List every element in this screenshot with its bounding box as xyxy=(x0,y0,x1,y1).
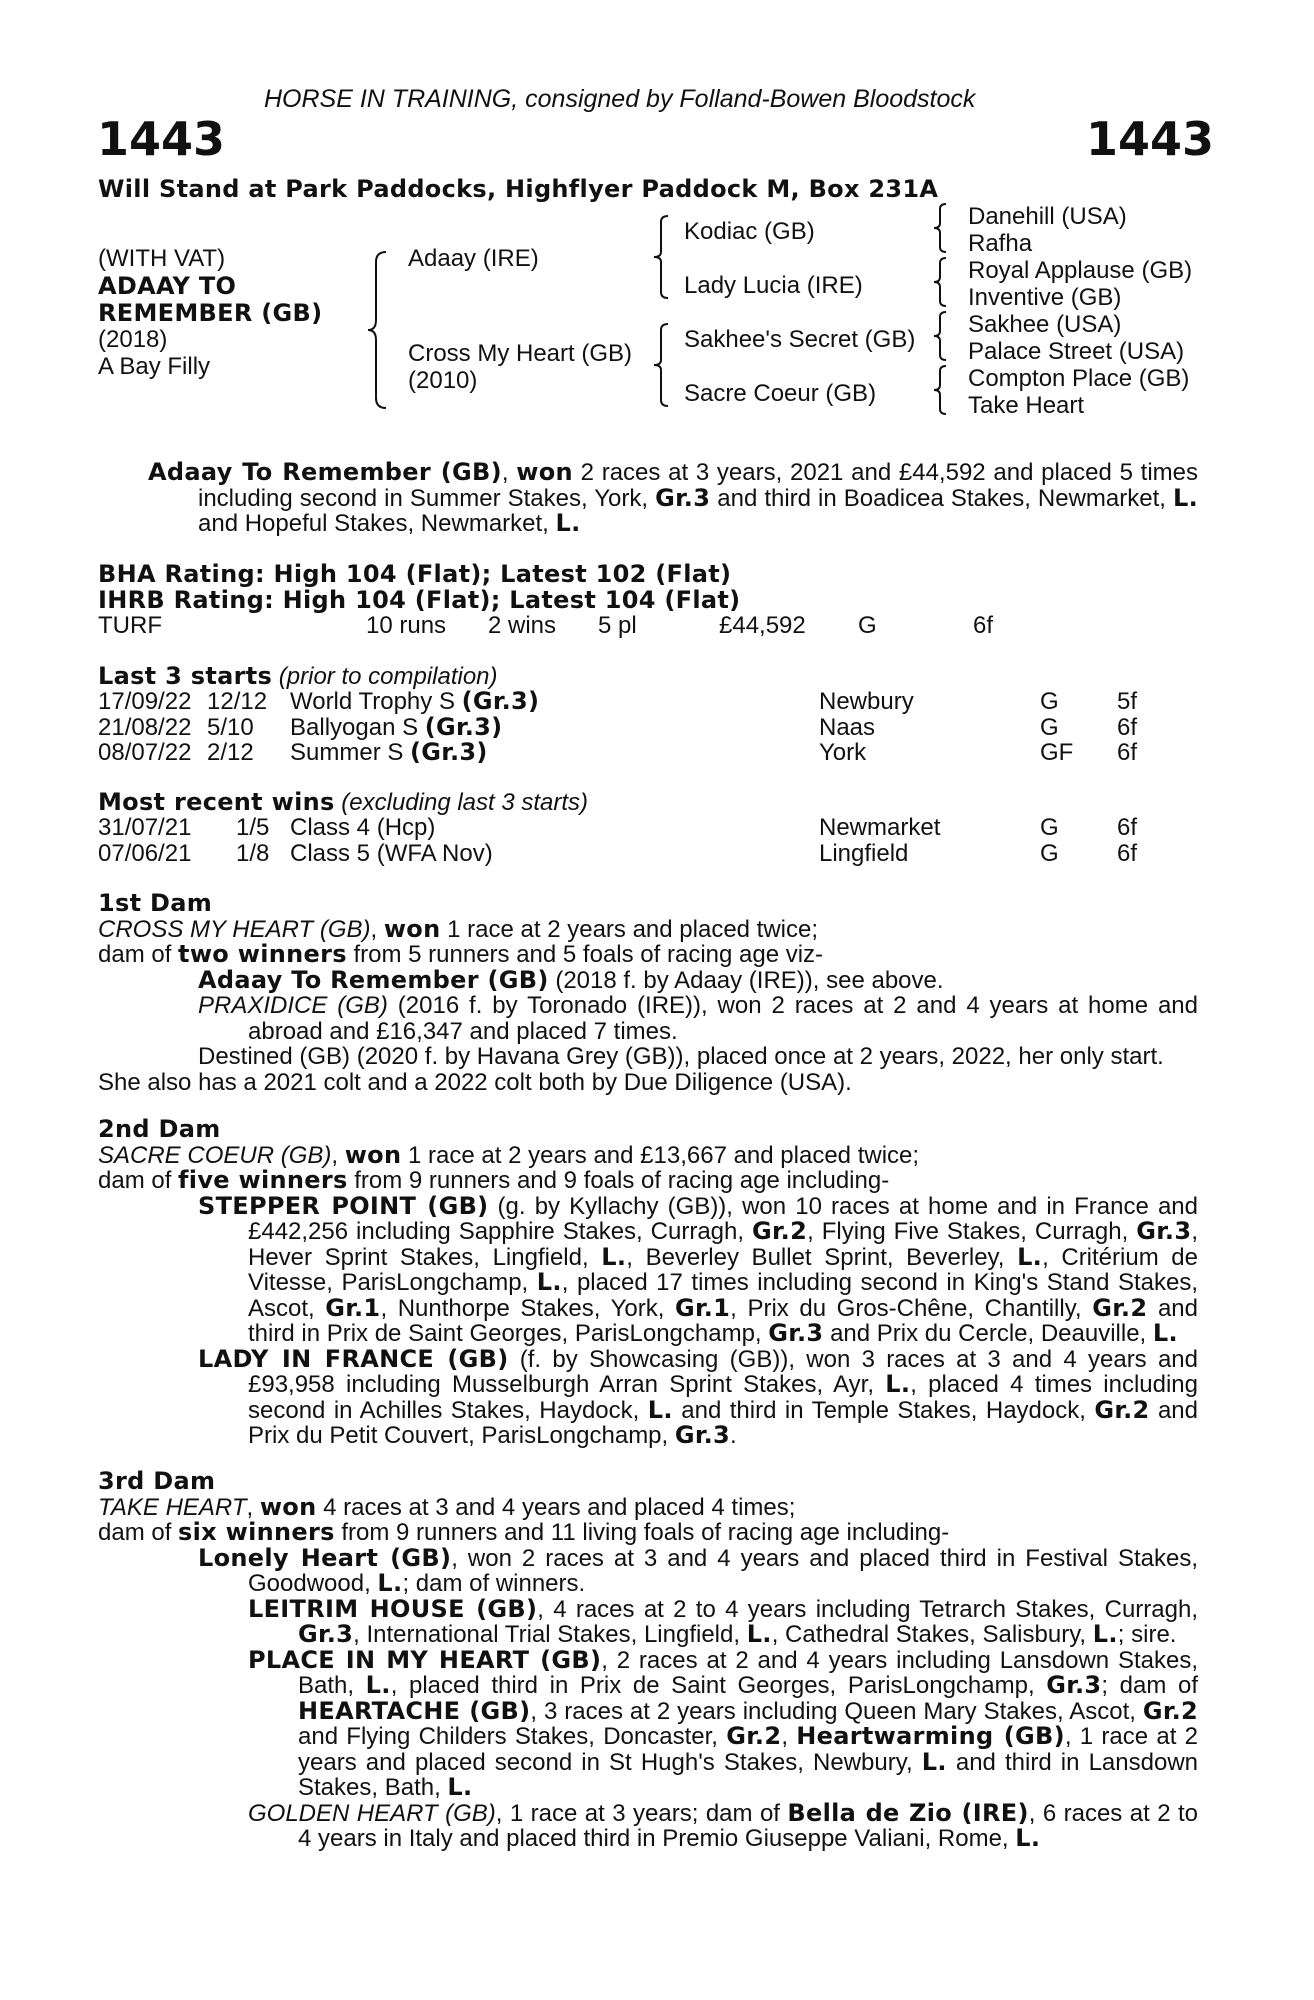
progeny-item: Adaay To Remember (GB) (2018 f. by Adaay (IRE)), see above. xyxy=(198,965,944,994)
pedigree-sire-sire: Kodiac (GB) xyxy=(684,218,815,245)
ihrb-rating: IHRB Rating: High 104 (Flat); Latest 104 (Flat) xyxy=(98,586,741,614)
pedigree-brace-ds xyxy=(932,310,950,362)
second-dam-heading: 2nd Dam xyxy=(98,1115,221,1143)
horse-name-line1: ADAAY TO xyxy=(98,272,237,300)
horse-name-line2: REMEMBER (GB) xyxy=(98,299,323,327)
progeny-item: PRAXIDICE (GB) (2016 f. by Toronado (IRE)), won 2 races at 2 and 4 years at home and abroad and £16,347 and placed 7 times. xyxy=(198,992,1198,1045)
progeny-item: PLACE IN MY HEART (GB), 2 races at 2 and 4 years including Lansdown Stakes, Bath, L., placed third in Prix de Saint Georges, ParisLongchamp, Gr.3; dam of HEARTACHE (GB), 3 races at 2 years including Queen Mary Stakes, Ascot, Gr.2 and Flying Childers Stakes, Doncaster, Gr.2, Heartwarming (GB), 1 race at 2 years and placed second in St Hugh's Stakes, Newbury, L. and third in Lansdown Stakes, Bath, L. xyxy=(248,1645,1199,1801)
cell-course: Newmarket xyxy=(819,814,941,841)
summary-horse-name: Adaay To Remember (GB) xyxy=(148,458,502,486)
horse-description: A Bay Filly xyxy=(98,353,211,380)
cell-pos: 5/10 xyxy=(207,713,254,741)
last-start-row xyxy=(98,740,1198,766)
pedigree-dd-sire: Compton Place (GB) xyxy=(968,365,1190,392)
cell-going: G xyxy=(1040,688,1059,715)
pedigree-dam-sire: Sakhee's Secret (GB) xyxy=(684,326,916,353)
recent-wins-heading: Most recent wins (excluding last 3 starts) xyxy=(98,788,589,816)
pedigree-sire: Adaay (IRE) xyxy=(408,245,539,272)
cell-going: G xyxy=(1040,713,1059,741)
cell-dist: 6f xyxy=(1117,839,1138,867)
cell-dist: 6f xyxy=(1117,739,1138,766)
cell-race: Summer S (Gr.3) xyxy=(290,738,488,766)
pedigree-ds-dam: Palace Street (USA) xyxy=(968,338,1185,365)
pedigree-sd-sire: Royal Applause (GB) xyxy=(968,257,1193,284)
pedigree-dam: Cross My Heart (GB) xyxy=(408,340,633,367)
cell-dist: 5f xyxy=(1117,688,1138,715)
vat-note: (WITH VAT) xyxy=(98,245,226,272)
cell-course: Newbury xyxy=(819,688,914,715)
progeny-item: Lonely Heart (GB), won 2 races at 3 and 4 years and placed third in Festival Stakes, Goodwood, L.; dam of winners. xyxy=(198,1543,1198,1597)
recent-win-row xyxy=(98,815,1198,841)
pedigree-sire-dam: Lady Lucia (IRE) xyxy=(684,272,863,299)
race-summary: Adaay To Remember (GB), won 2 races at 3 years, 2021 and £44,592 and placed 5 times including second in Summer Stakes, York, Gr.3 and third in Boadicea Stakes, Newmarket, L. and Hopeful Stakes, Newmarket, L. xyxy=(148,458,1198,537)
progeny-item: GOLDEN HEART (GB), 1 race at 3 years; dam of Bella de Zio (IRE), 6 races at 2 to 4 years in Italy and placed third in Premio Giuseppe Valiani, Rome, L. xyxy=(248,1798,1198,1852)
cell-course: Naas xyxy=(819,713,876,741)
cell-going: GF xyxy=(1040,739,1074,766)
cell-course: York xyxy=(819,739,867,766)
pedigree-sd-dam: Inventive (GB) xyxy=(968,284,1122,311)
progeny-item: LEITRIM HOUSE (GB), 4 races at 2 to 4 years including Tetrarch Stakes, Curragh, Gr.3, International Trial Stakes, Lingfield, L., Cathedral Stakes, Salisbury, L.; sire. xyxy=(248,1594,1198,1648)
bha-rating: BHA Rating: High 104 (Flat); Latest 102 (Flat) xyxy=(98,560,732,588)
cell-pos: 1/5 xyxy=(236,814,270,841)
cell-race: Class 5 (WFA Nov) xyxy=(290,839,493,867)
pedigree-ss-sire: Danehill (USA) xyxy=(968,203,1127,230)
turf-record: TURF 10 runs 2 wins 5 pl £44,592 G 6f xyxy=(98,612,994,639)
cell-date: 07/06/21 xyxy=(98,839,192,867)
cell-race: Class 4 (Hcp) xyxy=(290,814,436,841)
pedigree-brace-dd xyxy=(932,364,950,416)
pedigree-brace-main xyxy=(366,250,390,410)
lot-number-left: 1443 xyxy=(97,112,226,166)
pedigree-ss-dam: Rafha xyxy=(968,230,1033,257)
cell-pos: 12/12 xyxy=(207,688,268,715)
stabling-line: Will Stand at Park Paddocks, Highflyer Paddock M, Box 231A xyxy=(98,175,939,203)
pedigree-dam-year: (2010) xyxy=(408,367,478,394)
third-dam-heading: 3rd Dam xyxy=(98,1467,216,1495)
progeny-item: Destined (GB) (2020 f. by Havana Grey (GB)), placed once at 2 years, 2022, her only start. xyxy=(198,1043,1164,1070)
cell-going: G xyxy=(1040,814,1059,841)
progeny-note: She also has a 2021 colt and a 2022 colt both by Due Diligence (USA). xyxy=(98,1068,852,1096)
first-dam-heading: 1st Dam xyxy=(98,889,213,917)
cell-date: 21/08/22 xyxy=(98,713,192,741)
pedigree-brace-ss xyxy=(932,202,950,254)
last-start-row xyxy=(98,689,1198,715)
cell-date: 17/09/22 xyxy=(98,688,192,715)
cell-dist: 6f xyxy=(1117,713,1138,741)
cell-race: World Trophy S (Gr.3) xyxy=(290,687,540,715)
pedigree-dd-dam: Take Heart xyxy=(968,392,1085,419)
cell-date: 08/07/22 xyxy=(98,739,192,766)
cell-course: Lingfield xyxy=(819,839,909,867)
third-dam-section: 3rd Dam TAKE HEART, won 4 races at 3 and 4 years and placed 4 times; dam of six winners from 9 runners and 11 living foals of racing age including- Lonely Heart (GB), won 2 races at 3 and 4 years and placed third in Festival Stakes, Goodwood, L.; dam of winners. LEITRIM HOUSE (GB), 4 races at 2 to 4 years including Tetrarch Stakes, Curragh, Gr.3, International Trial Stakes, Lingfield, L., Cathedral Stakes, Salisbury, L.; sire. PLACE IN MY HEART (GB), 2 races at 2 and 4 years including Lansdown Stakes, Bath, L., placed third in Prix de Saint Georges, ParisLongchamp, Gr.3; dam of HEARTACHE (GB), 3 races at 2 years including Queen Mary Stakes, Ascot, Gr.2 and Flying Childers Stakes, Doncaster, Gr.2, Heartwarming (GB), 1 race at 2 years and placed second in St Hugh's Stakes, Newbury, L. and third in Lansdown Stakes, Bath, L. GOLDEN HEART (GB), 1 race at 3 years; dam of Bella de Zio (IRE), 6 races at 2 to 4 years in Italy and placed third in Premio Giuseppe Valiani, Rome, L. xyxy=(98,1467,1199,1852)
cell-pos: 2/12 xyxy=(207,739,254,766)
pedigree-brace-sire xyxy=(652,214,672,300)
lot-number-right: 1443 xyxy=(1086,112,1215,166)
horse-year: (2018) xyxy=(98,326,168,353)
progeny-item: LADY IN FRANCE (GB) (f. by Showcasing (GB)), won 3 races at 3 and 4 years and £93,958 including Musselburgh Arran Sprint Stakes, Ayr, L., placed 4 times including second in Achilles Stakes, Haydock, L. and third in Temple Stakes, Haydock, Gr.2 and Prix du Petit Couvert, ParisLongchamp, Gr.3. xyxy=(198,1344,1199,1449)
last-start-row xyxy=(98,712,1198,741)
consignor-line: HORSE IN TRAINING, consigned by Folland-Bowen Bloodstock xyxy=(264,85,976,113)
cell-going: G xyxy=(1040,839,1059,867)
cell-dist: 6f xyxy=(1117,814,1138,841)
pedigree-ds-sire: Sakhee (USA) xyxy=(968,311,1122,338)
pedigree-brace-sd xyxy=(932,256,950,308)
cell-pos: 1/8 xyxy=(236,839,270,867)
progeny-item: STEPPER POINT (GB) (g. by Kyllachy (GB)), won 10 races at home and in France and £442,256 including Sapphire Stakes, Curragh, Gr.2, Flying Five Stakes, Curragh, Gr.3, Hever Sprint Stakes, Lingfield, L., Beverley Bullet Sprint, Beverley, L., Critérium de Vitesse, ParisLongchamp, L., placed 17 times including second in King's Stand Stakes, Ascot, Gr.1, Nunthorpe Stakes, York, Gr.1, Prix du Gros-Chêne, Chantilly, Gr.2 and third in Prix de Saint Georges, ParisLongchamp, Gr.3 and Prix du Cercle, Deauville, L. xyxy=(198,1191,1199,1347)
second-dam-section: 2nd Dam SACRE COEUR (GB), won 1 race at 2 years and £13,667 and placed twice; dam of five winners from 9 runners and 9 foals of racing age including- STEPPER POINT (GB) (g. by Kyllachy (GB)), won 10 races at home and in France and £442,256 including Sapphire Stakes, Curragh, Gr.2, Flying Five Stakes, Curragh, Gr.3, Hever Sprint Stakes, Lingfield, L., Beverley Bullet Sprint, Beverley, L., Critérium de Vitesse, ParisLongchamp, L., placed 17 times including second in King's Stand Stakes, Ascot, Gr.1, Nunthorpe Stakes, York, Gr.1, Prix du Gros-Chêne, Chantilly, Gr.2 and third in Prix de Saint Georges, ParisLongchamp, Gr.3 and Prix du Cercle, Deauville, L. LADY IN FRANCE (GB) (f. by Showcasing (GB)), won 3 races at 3 and 4 years and £93,958 including Musselburgh Arran Sprint Stakes, Ayr, L., placed 4 times including second in Achilles Stakes, Haydock, L. and third in Temple Stakes, Haydock, Gr.2 and Prix du Petit Couvert, ParisLongchamp, Gr.3. xyxy=(98,1115,1199,1449)
cell-date: 31/07/21 xyxy=(98,814,192,841)
pedigree-brace-dam xyxy=(652,322,672,408)
first-dam-section: 1st Dam CROSS MY HEART (GB), won 1 race at 2 years and placed twice; dam of two winners from 5 runners and 5 foals of racing age viz- Adaay To Remember (GB) (2018 f. by Adaay (IRE)), see above. PRAXIDICE (GB) (2016 f. by Toronado (IRE)), won 2 races at 2 and 4 years at home and abroad and £16,347 and placed 7 times. Destined (GB) (2020 f. by Havana Grey (GB)), placed once at 2 years, 2022, her only start. She also has a 2021 colt and a 2022 colt both by Due Diligence (USA). xyxy=(98,889,1198,1096)
recent-win-row xyxy=(98,841,1198,867)
cell-race: Ballyogan S (Gr.3) xyxy=(290,712,503,741)
last-starts-heading: Last 3 starts (prior to compilation) xyxy=(98,662,498,690)
pedigree-dam-dam: Sacre Coeur (GB) xyxy=(684,380,877,407)
